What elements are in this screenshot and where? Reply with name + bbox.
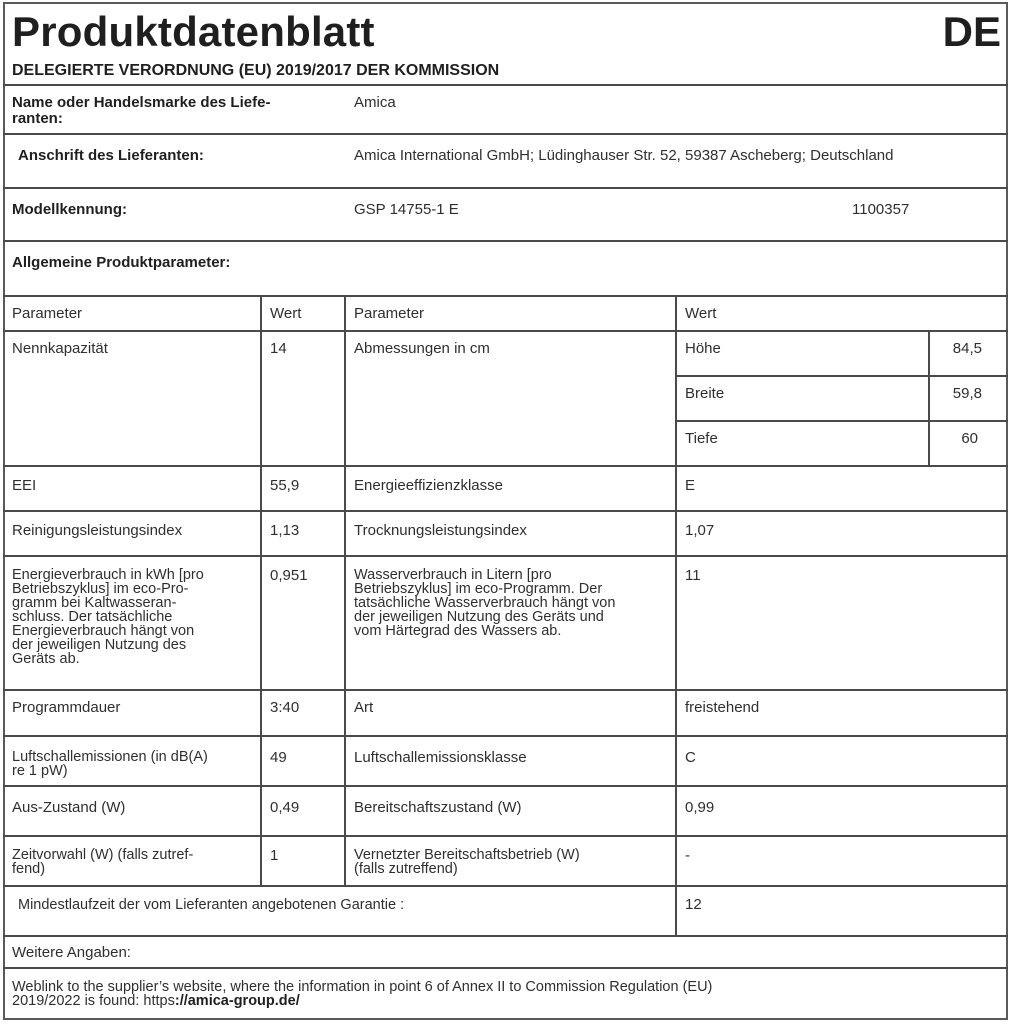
divider xyxy=(3,510,1008,512)
divider xyxy=(3,84,1008,86)
param-energy-consumption: Energieverbrauch in kWh [pro Betriebszyklus] im eco-Pro- gramm bei Kaltwasseran- schluss. Der tatsächliche Energieverbrauch hängt von der jeweiligen Nutzung des Geräts ab. xyxy=(12,567,204,667)
param-dimensions: Abmessungen in cm xyxy=(354,340,490,357)
value-off-mode: 0,49 xyxy=(270,799,300,816)
warranty-value: 12 xyxy=(685,896,702,913)
value-energy-consumption: 0,951 xyxy=(270,567,308,584)
model-label: Modellkennung: xyxy=(12,201,127,218)
divider xyxy=(3,295,1008,297)
article-number: 1100357 xyxy=(852,201,910,218)
divider xyxy=(3,935,1008,937)
value-standby-mode: 0,99 xyxy=(685,799,715,816)
dim-label-height: Höhe xyxy=(685,340,721,357)
supplier-name-label: Name oder Handelsmarke des Liefe- ranten: xyxy=(12,94,271,127)
col-header-value: Wert xyxy=(270,305,302,322)
dim-value-depth: 60 xyxy=(961,430,978,447)
column-divider xyxy=(344,296,346,885)
weblink-text: Weblink to the supplier’s website, where the information in point 6 of Annex II to Commission Regulation (EU) 2019/2022 is found: https://amica-group.de/ xyxy=(12,979,713,1009)
value-type: freistehend xyxy=(685,699,760,716)
country-code: DE xyxy=(942,8,1001,55)
param-energy-class: Energieeffizienzklasse xyxy=(354,477,503,494)
dim-label-depth: Tiefe xyxy=(685,430,718,447)
value-delay-start: 1 xyxy=(270,847,279,864)
value-rated-capacity: 14 xyxy=(270,340,287,357)
param-noise-emissions: Luftschallemissionen (in dB(A) re 1 pW) xyxy=(12,749,208,779)
divider xyxy=(3,187,1008,189)
param-program-duration: Programmdauer xyxy=(12,699,121,716)
value-water-consumption: 11 xyxy=(685,567,701,584)
param-standby-mode: Bereitschaftszustand (W) xyxy=(354,799,522,816)
divider xyxy=(3,465,1008,467)
column-divider xyxy=(260,296,262,885)
divider xyxy=(3,555,1008,557)
param-eei: EEI xyxy=(12,477,37,494)
additional-info-heading: Weitere Angaben: xyxy=(12,944,131,961)
param-noise-class: Luftschallemissionsklasse xyxy=(354,749,527,766)
divider xyxy=(3,885,1008,887)
divider xyxy=(675,420,1008,422)
param-rated-capacity: Nennkapazität xyxy=(12,340,108,357)
regulation-subtitle: DELEGIERTE VERORDNUNG (EU) 2019/2017 DER KOMMISSION xyxy=(12,62,500,79)
param-off-mode: Aus-Zustand (W) xyxy=(12,799,126,816)
param-delay-start: Zeitvorwahl (W) (falls zutref- fend) xyxy=(12,847,194,877)
supplier-address-value: Amica International GmbH; Lüdinghauser Str. 52, 59387 Ascheberg; Deutschland xyxy=(354,147,894,164)
divider xyxy=(3,133,1008,135)
value-cleaning-index: 1,13 xyxy=(270,522,300,539)
value-networked-standby: - xyxy=(685,847,690,864)
param-drying-index: Trocknungsleistungsindex xyxy=(354,522,527,539)
value-eei: 55,9 xyxy=(270,477,300,494)
col-header-value: Wert xyxy=(685,305,717,322)
supplier-website-link[interactable]: ://amica-group.de/ xyxy=(174,993,300,1009)
col-header-parameter: Parameter xyxy=(12,305,83,322)
param-type: Art xyxy=(354,699,374,716)
divider xyxy=(3,735,1008,737)
value-program-duration: 3:40 xyxy=(270,699,300,716)
divider xyxy=(3,330,1008,332)
dim-label-width: Breite xyxy=(685,385,725,402)
divider xyxy=(3,240,1008,242)
supplier-name-value: Amica xyxy=(354,94,396,111)
value-drying-index: 1,07 xyxy=(685,522,715,539)
dim-value-height: 84,5 xyxy=(952,340,982,357)
param-water-consumption: Wasserverbrauch in Litern [pro Betriebszyklus] im eco-Programm. Der tatsächliche Wasserverbrauch hängt von der jeweiligen Nutzung des Geräts und vom Härtegrad des Wassers ab. xyxy=(354,567,616,639)
value-noise-class: C xyxy=(685,749,696,766)
param-cleaning-index: Reinigungsleistungsindex xyxy=(12,522,183,539)
value-noise-emissions: 49 xyxy=(270,749,287,766)
col-header-parameter: Parameter xyxy=(354,305,425,322)
sheet-title: Produktdatenblatt xyxy=(12,8,375,55)
warranty-label: Mindestlaufzeit der vom Lieferanten angebotenen Garantie : xyxy=(18,897,405,913)
divider xyxy=(3,967,1008,969)
divider xyxy=(3,835,1008,837)
column-divider xyxy=(675,296,677,935)
param-networked-standby: Vernetzter Bereitschaftsbetrieb (W) (falls zutreffend) xyxy=(354,847,580,877)
divider xyxy=(3,785,1008,787)
general-params-heading: Allgemeine Produktparameter: xyxy=(12,254,231,271)
divider xyxy=(3,689,1008,691)
value-energy-class: E xyxy=(685,477,696,494)
dim-value-width: 59,8 xyxy=(952,385,982,402)
divider xyxy=(675,375,1008,377)
supplier-address-label: Anschrift des Lieferanten: xyxy=(18,147,204,164)
model-identifier: GSP 14755-1 E xyxy=(354,201,459,218)
